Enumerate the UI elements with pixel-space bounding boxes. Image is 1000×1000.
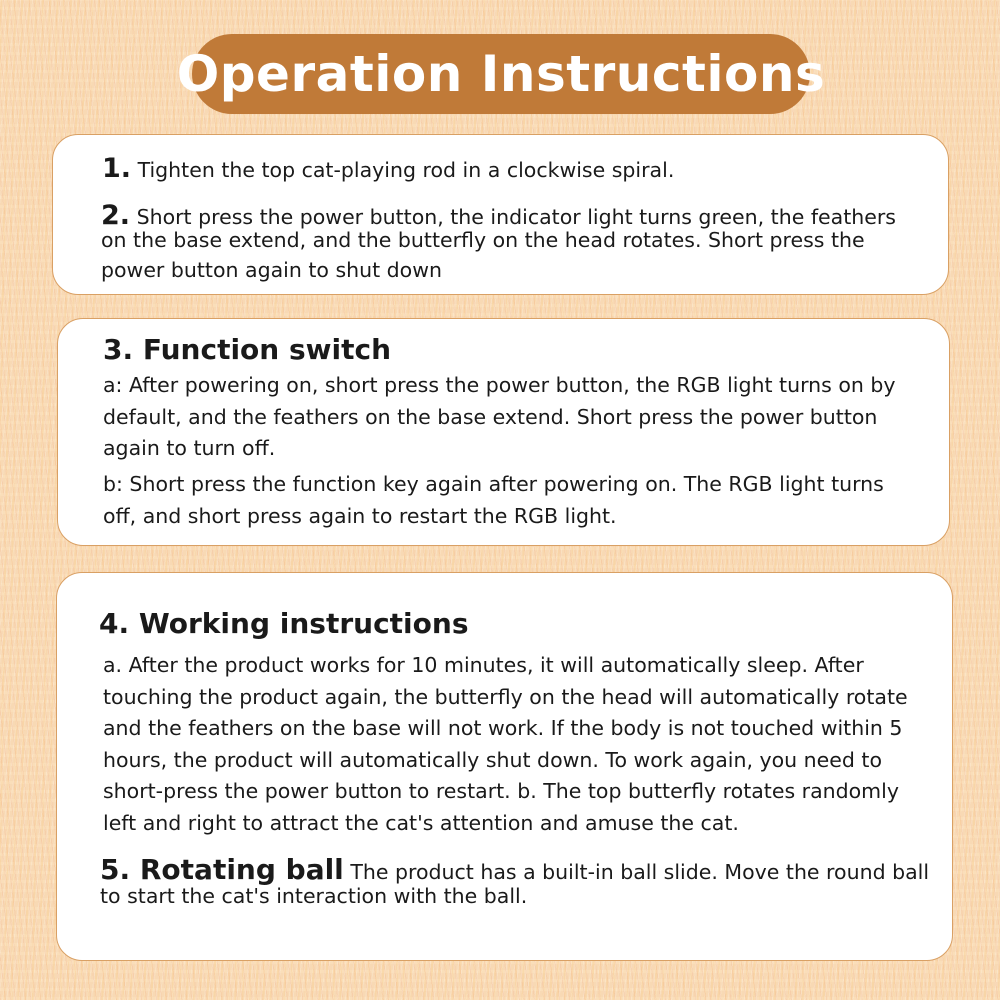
step-1-text: Tighten the top cat-playing rod in a clockwise spiral. [137, 158, 675, 182]
item-a-line-3: again to turn off. [103, 436, 276, 460]
item-b-line-1: b: Short press the function key again after powering on. The RGB light turns [103, 472, 884, 496]
item-b-line-2: off, and short press again to restart the RGB light. [103, 503, 617, 528]
function-switch-card [57, 318, 950, 546]
working-line-1: a. After the product works for 10 minutes, it will automatically sleep. After [103, 653, 864, 677]
working-line-5: short-press the power button to restart. b. The top butterfly rotates randomly [103, 779, 899, 803]
rotating-ball-text-line-2: to start the cat's interaction with the ball. [100, 884, 528, 908]
working-line-2: touching the product again, the butterfly on the head will automatically rotate [103, 684, 908, 709]
step-2-text-line-1: Short press the power button, the indicator light turns green, the feathers [136, 205, 896, 229]
step-2-number: 2. [101, 200, 131, 231]
rotating-ball-heading: 5. Rotating ball [100, 853, 344, 886]
steps-card [52, 134, 949, 295]
working-instructions-card [56, 572, 953, 961]
item-a-line-1: a: After powering on, short press the power button, the RGB light turns on by [103, 373, 896, 397]
function-switch-item-a [103, 370, 896, 465]
item-a-line-2: default, and the feathers on the base extend. Short press the power button [103, 404, 878, 429]
working-instructions-heading: 4. Working instructions [99, 607, 469, 640]
rotating-ball-line-1 [100, 853, 930, 886]
page-title: Operation Instructions [176, 45, 826, 103]
step-1-number: 1. [102, 153, 132, 184]
working-line-6: left and right to attract the cat's attention and amuse the cat. [103, 810, 739, 835]
step-2-line-1 [101, 202, 896, 229]
title-banner [176, 34, 826, 114]
function-switch-heading: 3. Function switch [103, 333, 392, 366]
working-line-3: and the feathers on the base will not work. If the body is not touched within 5 [103, 716, 903, 740]
step-1 [102, 155, 674, 182]
working-instructions-body [103, 650, 908, 839]
step-2-text-line-3: power button again to shut down [101, 258, 442, 282]
function-switch-item-b [103, 469, 884, 532]
rotating-ball-text-line-1: The product has a built-in ball slide. Move the round ball [350, 860, 930, 884]
step-2-text-line-2: on the base extend, and the butterfly on the head rotates. Short press the [101, 228, 865, 252]
working-line-4: hours, the product will automatically shut down. To work again, you need to [103, 747, 882, 772]
